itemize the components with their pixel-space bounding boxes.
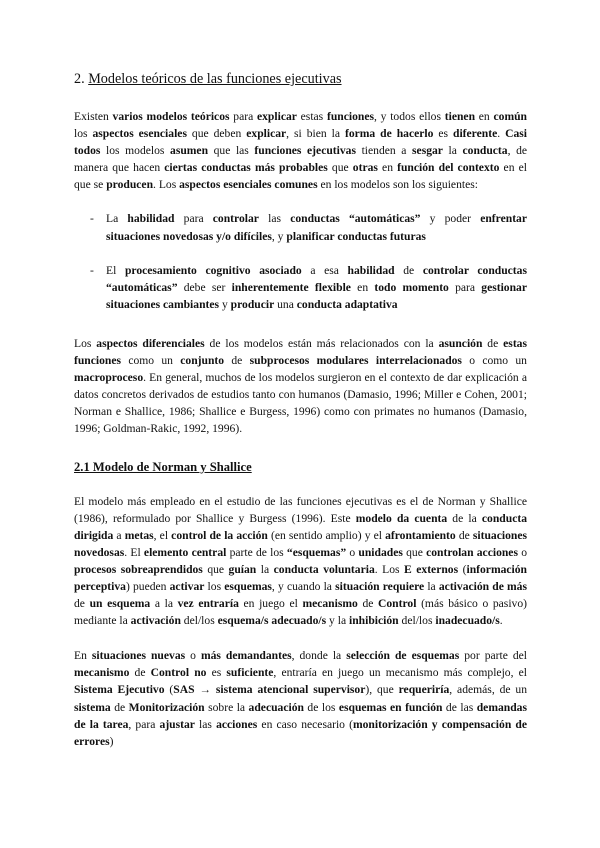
bold-term: E externos (404, 562, 459, 576)
intro-paragraph: Existen varios modelos teóricos para explicar estas funciones, y todos ellos tienen en común los aspectos esenciales que deben explicar, si bien la forma de hacerlo es diferente. Casi todos los modelos asumen que las funciones ejecutivas tienden a sesgar la conducta, de manera que hacen ciertas conductas más probables que otras en función del contexto en el que se producen. Los aspectos esenciales comunes en los modelos son los siguientes: (74, 110, 528, 192)
sas-paragraph: En situaciones nuevas o más demandantes, donde la selección de esquemas por parte del mecanismo de Control no es suficiente, entraría en juego un mecanismo más complejo, el Sistema Ejecutivo (SAS → sistema atencional supervisor), que requeriría, además, de un sistema de Monitorización sobre la adecuación de los esquemas en función de las demandas de la tarea, para ajustar las acciones en caso necesario (monitorización y compensación de errores) (74, 649, 528, 748)
bold-term: demandas de la tarea (74, 700, 527, 731)
list-item (74, 262, 527, 313)
bold-term: Monitorización (128, 700, 205, 714)
bold-term: control de la acción (171, 528, 268, 542)
bold-term: más demandantes (200, 649, 292, 663)
bold-term: otras (352, 161, 378, 175)
bold-term: inhibición (349, 614, 399, 628)
bold-term: habilidad (347, 263, 395, 277)
bold-term: afrontamiento (385, 528, 456, 542)
list-item-text: El procesamiento cognitivo asociado a esa habilidad de controlar conductas “automáticas” debe ser inherentemente flexible en todo momento para gestionar situaciones cambiantes y producir una conducta adaptativa (106, 263, 527, 311)
bold-term: todo momento (374, 280, 449, 294)
bold-term: suficiente (226, 666, 274, 680)
common-aspects-list (74, 210, 527, 312)
bold-term: acciones (216, 717, 258, 731)
bold-term: esquemas en función (338, 700, 443, 714)
bold-term: adecuación (248, 700, 304, 714)
bold-term: situaciones novedosas (74, 528, 527, 559)
bold-term: funciones (326, 110, 374, 123)
bold-term: función del contexto (397, 161, 500, 175)
bold-term: controlan acciones (426, 545, 518, 559)
bold-term: activar (169, 579, 205, 593)
bold-term: procesamiento cognitivo asociado (124, 263, 302, 277)
bold-term: activación de más (438, 579, 527, 593)
bold-term: inadecuado/s (435, 614, 500, 628)
bold-term: guían (228, 562, 257, 576)
bold-term: estas funciones (74, 336, 527, 368)
bold-term: producen (106, 178, 154, 192)
bold-term: conducta (462, 144, 508, 158)
list-dash: - (90, 263, 94, 277)
bold-term: Control (378, 597, 417, 611)
bold-term: planificar conductas futuras (286, 229, 426, 243)
list-dash: - (90, 212, 94, 226)
bold-term: sesgar (412, 144, 443, 158)
list-item (74, 210, 527, 244)
bold-term: esquemas (224, 579, 272, 593)
bold-term: asumen (170, 144, 209, 158)
bold-term: Casi todos (74, 127, 527, 158)
bold-term: vez entraría (177, 597, 239, 611)
section-number: 2. (74, 71, 85, 87)
bold-term: común (493, 110, 527, 123)
bold-term: conducta dirigida (74, 511, 527, 542)
bold-term: activación (130, 614, 181, 628)
bold-term: procesos sobreaprendidos (74, 562, 203, 576)
bold-term: varios modelos teóricos (112, 110, 230, 123)
bold-term: modelo da cuenta (355, 511, 448, 525)
bold-term: situaciones nuevas (91, 649, 186, 663)
model-paragraph: El modelo más empleado en el estudio de las funciones ejecutivas es el de Norman y Shallice (1986), reformulado por Shallice y Burgess (1996). Este modelo da cuenta de la conducta dirigida a metas, el control de la acción (en sentido amplio) y el afrontamiento de situaciones novedosas. El elemento central parte de los “esquemas” o unidades que controlan acciones o procesos sobreaprendidos que guían la conducta voluntaria. Los E externos (información perceptiva) pueden activar los esquemas, y cuando la situación requiere la activación de más de un esquema a la vez entraría en juego el mecanismo de Control (más básico o pasivo) mediante la activación del/los esquema/s adecuado/s y la inhibición del/los inadecuado/s. (74, 494, 528, 628)
bold-term: asunción (438, 336, 483, 350)
bold-term: funciones ejecutivas (254, 144, 356, 158)
bold-term: conducta voluntaria (273, 562, 375, 576)
bold-term: situación requiere (335, 579, 425, 593)
bold-term: conductas “automáticas” (290, 212, 421, 226)
bold-term: aspectos diferenciales (96, 336, 205, 350)
bold-term: subprocesos modulares interrelacionados (249, 354, 462, 368)
subsection-heading: 2.1 Modelo de Norman y Shallice (74, 459, 252, 474)
bold-term: diferente (453, 127, 498, 141)
bold-term: explicar (246, 127, 287, 141)
bold-term: Sistema Ejecutivo (74, 683, 165, 697)
bold-term: un esquema (89, 597, 151, 611)
bold-term: controlar (212, 212, 259, 226)
bold-term: enfrentar situaciones novedosas y/o difíciles (106, 212, 527, 243)
bold-term: requeriría (398, 683, 450, 697)
bold-term: aspectos esenciales (92, 127, 187, 141)
bold-term: mecanismo (74, 666, 130, 680)
section-heading (74, 70, 527, 88)
bold-term: ciertas conductas más probables (164, 161, 328, 175)
list-item-text: La habilidad para controlar las conductas “automáticas” y poder enfrentar situaciones novedosas y/o difíciles, y planificar conductas futuras (106, 212, 527, 243)
bold-term: controlar conductas “automáticas” (106, 263, 527, 294)
bold-term: selección de esquemas (346, 649, 460, 663)
bold-term: SAS → sistema atencional supervisor (173, 683, 366, 697)
bold-term: producir (230, 297, 275, 311)
bold-term: metas (124, 528, 154, 542)
bold-term: conducta adaptativa (296, 297, 398, 311)
bold-term: ajustar (159, 717, 195, 731)
bold-term: Control no (150, 666, 207, 680)
bold-term: gestionar situaciones cambiantes (106, 280, 527, 311)
bold-term: tienen (444, 110, 476, 123)
differences-paragraph: Los aspectos diferenciales de los modelos están más relacionados con la asunción de estas funciones como un conjunto de subprocesos modulares interrelacionados o como un macroproceso. En general, muchos de los modelos surgieron en el contexto de dar explicación a datos concretos derivados de estudios tanto con humanos (Damasio, 1996; Miller e Cohen, 2001; Norman e Shallice, 1986; Shallice e Burgess, 1996) como con primates no humanos (Damasio, 1996; Goldman-Rakic, 1992, 1996). (74, 336, 527, 436)
section-title: Modelos teóricos de las funciones ejecutivas (88, 71, 342, 87)
bold-term: unidades (358, 545, 403, 559)
bold-term: explicar (256, 110, 297, 123)
bold-term: habilidad (127, 212, 175, 226)
bold-term: monitorización y compensación de errores (74, 717, 527, 748)
bold-term: información perceptiva (74, 562, 528, 593)
bold-term: sistema (74, 700, 111, 714)
bold-term: esquema/s adecuado/s (217, 614, 327, 628)
bold-term: mecanismo (302, 597, 358, 611)
bold-term: conjunto (180, 354, 225, 368)
bold-term: aspectos esenciales comunes (179, 178, 318, 192)
bold-term: inherentemente flexible (231, 280, 351, 294)
bold-term: forma de hacerlo (344, 127, 434, 141)
bold-term: elemento central (143, 545, 227, 559)
bold-term: “esquemas” (286, 545, 347, 559)
bold-term: macroproceso (74, 371, 144, 385)
